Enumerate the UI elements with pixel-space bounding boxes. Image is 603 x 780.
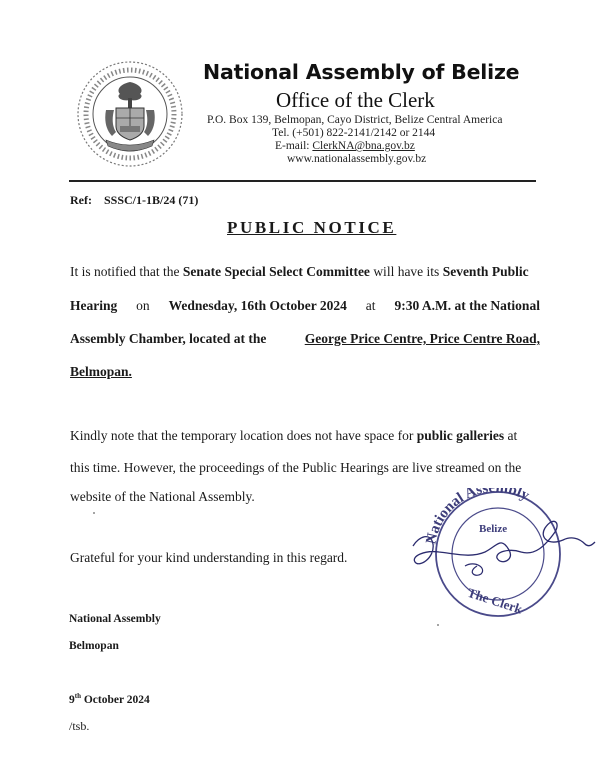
p1-text: will have its [369, 264, 443, 279]
ref-value: SSSC/1-1B/24 (71) [103, 193, 199, 207]
paragraph1-line2 [70, 298, 540, 314]
date-rest: October 2024 [80, 693, 150, 706]
stamp-top-text: National Ass mbly [423, 488, 532, 546]
committee-name: Senate Special Select Committee [182, 264, 370, 279]
paragraph1-line4 [70, 364, 540, 380]
speck [93, 512, 95, 514]
signature-city: Belmopan [69, 640, 119, 652]
stamp-bottom-text: The Clerk [465, 584, 525, 617]
paragraph3: Grateful for your kind understanding in this regard. [70, 550, 348, 565]
venue-prefix: Assembly Chamber, located at the [70, 331, 267, 346]
header-divider [69, 180, 536, 182]
p1-text: at [365, 298, 376, 313]
email-line [275, 140, 415, 152]
national-assembly-seal-icon [76, 60, 184, 168]
address-line: P.O. Box 139, Belmopan, Cayo District, Belize Central America [207, 114, 503, 126]
hearing-word: Hearing [70, 298, 118, 313]
public-galleries: public galleries [416, 428, 505, 443]
venue-address: George Price Centre, Price Centre Road, [304, 331, 540, 346]
reference [70, 193, 198, 208]
hearing-date: Wednesday, 16th October 2024 [168, 298, 347, 313]
hearing-number: Seventh Public [442, 264, 529, 279]
email-link[interactable]: ClerkNA@bna.gov.bz [312, 140, 415, 152]
venue-city: Belmopan. [70, 364, 132, 379]
office-name: Office of the Clerk [276, 88, 435, 112]
stamp-middle-text: Belize [479, 523, 508, 535]
paragraph1-line1 [70, 264, 540, 280]
org-name: National Assembly of Belize [203, 60, 520, 84]
date-suffix: th [74, 692, 81, 700]
paragraph2-line3: website of the National Assembly. [70, 489, 255, 504]
ref-label: Ref: [70, 193, 92, 207]
p2-text: Kindly note that the temporary location does not have space for [70, 428, 417, 443]
paragraph2-line1 [70, 428, 540, 444]
notice-date [69, 692, 150, 706]
p1-text: on [136, 298, 150, 313]
website-line: www.nationalassembly.gov.bz [287, 153, 427, 165]
date-day: 9 [69, 693, 75, 706]
email-label: E-mail: [275, 140, 313, 152]
speck [437, 624, 439, 626]
p1-text: It is notified that the [70, 264, 183, 279]
paragraph2-line2: this time. However, the proceedings of the Public Hearings are live streamed on the [70, 460, 522, 475]
notice-title: PUBLIC NOTICE [227, 218, 397, 237]
hearing-time: 9:30 A.M. at the National [394, 298, 540, 313]
typist-initials: /tsb. [69, 719, 90, 733]
svg-text:National Assembly [423, 488, 532, 546]
telephone-line: Tel. (+501) 822-2141/2142 or 2144 [272, 127, 436, 139]
paragraph1-line3 [70, 331, 540, 347]
p2-text: at [504, 428, 518, 443]
clerk-stamp [405, 488, 597, 620]
signature-org: National Assembly [69, 613, 161, 625]
